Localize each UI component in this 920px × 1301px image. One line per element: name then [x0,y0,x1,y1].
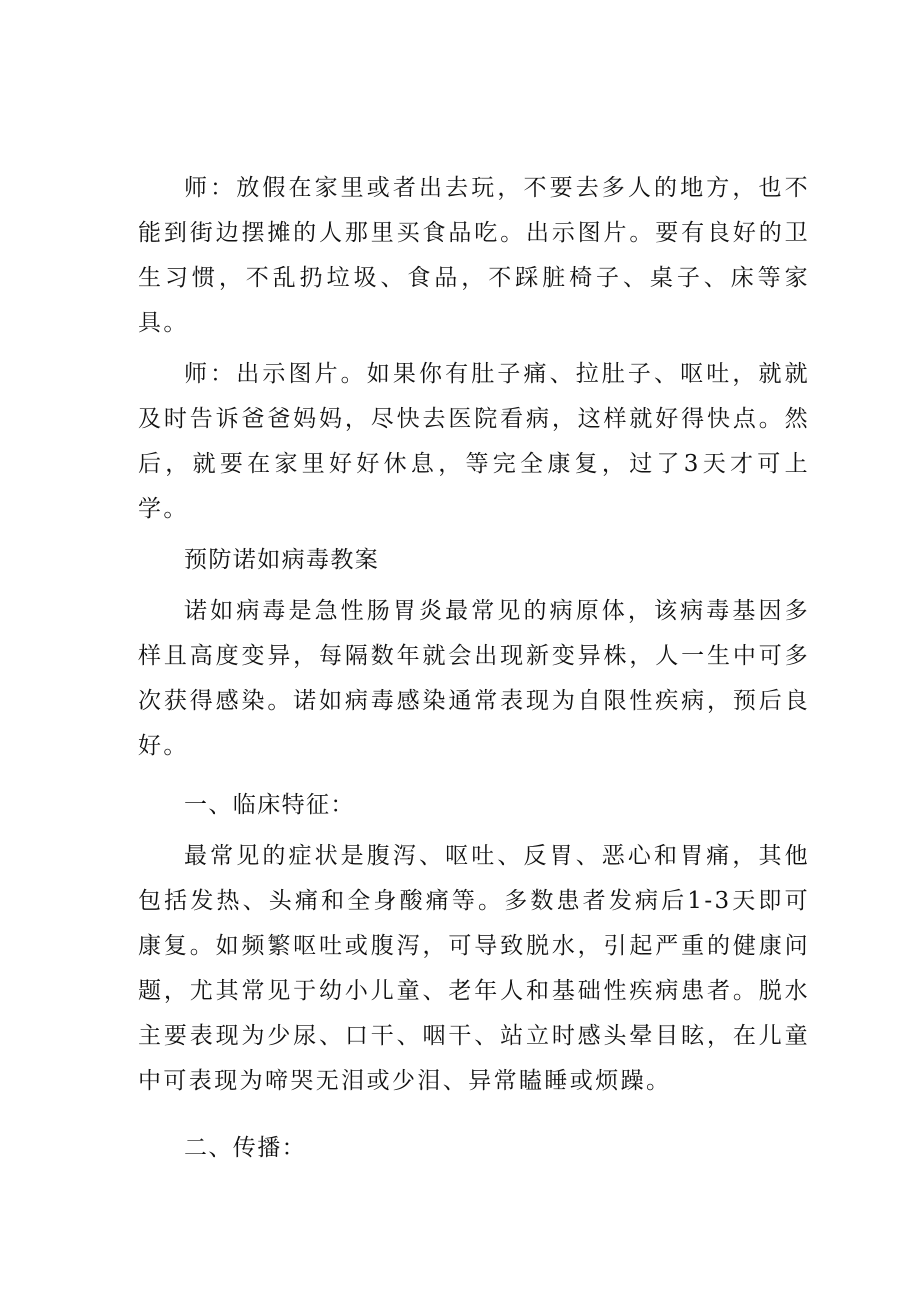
paragraph-clinical-features: 最常见的症状是腹泻、呕吐、反胃、恶心和胃痛，其他包括发热、头痛和全身酸痛等。多数患者发病后1-3天即可康复。如频繁呕吐或腹泻，可导致脱水，引起严重的健康问题，尤其常见于幼小儿童、老年人和基础性疾病患者。脱水主要表现为少尿、口干、咽干、站立时感头晕目眩，在儿童中可表现为啼哭无泪或少泪、异常瞌睡或烦躁。 [138,843,810,1094]
document-title: 预防诺如病毒教案 [184,547,380,573]
section-heading-clinical: 一、临床特征： [184,792,355,818]
section-heading-transmission: 二、传播： [184,1135,306,1161]
paragraph-illness-advice: 师：出示图片。如果你有肚子痛、拉肚子、呕吐，就就及时告诉爸爸妈妈，尽快去医院看病，这样就好得快点。然后，就要在家里好好休息，等完全康复，过了3天才可上学。 [138,361,810,522]
document-body [138,166,810,1171]
paragraph-norovirus-intro: 诺如病毒是急性肠胃炎最常见的病原体，该病毒基因多样且高度变异，每隔数年就会出现新变异株，人一生中可多次获得感染。诺如病毒感染通常表现为自限性疾病，预后良好。 [138,598,810,759]
paragraph-holiday-advice: 师：放假在家里或者出去玩，不要去多人的地方，也不能到街边摆摊的人那里买食品吃。出示图片。要有良好的卫生习惯，不乱扔垃圾、食品，不踩脏椅子、桌子、床等家具。 [138,175,810,336]
